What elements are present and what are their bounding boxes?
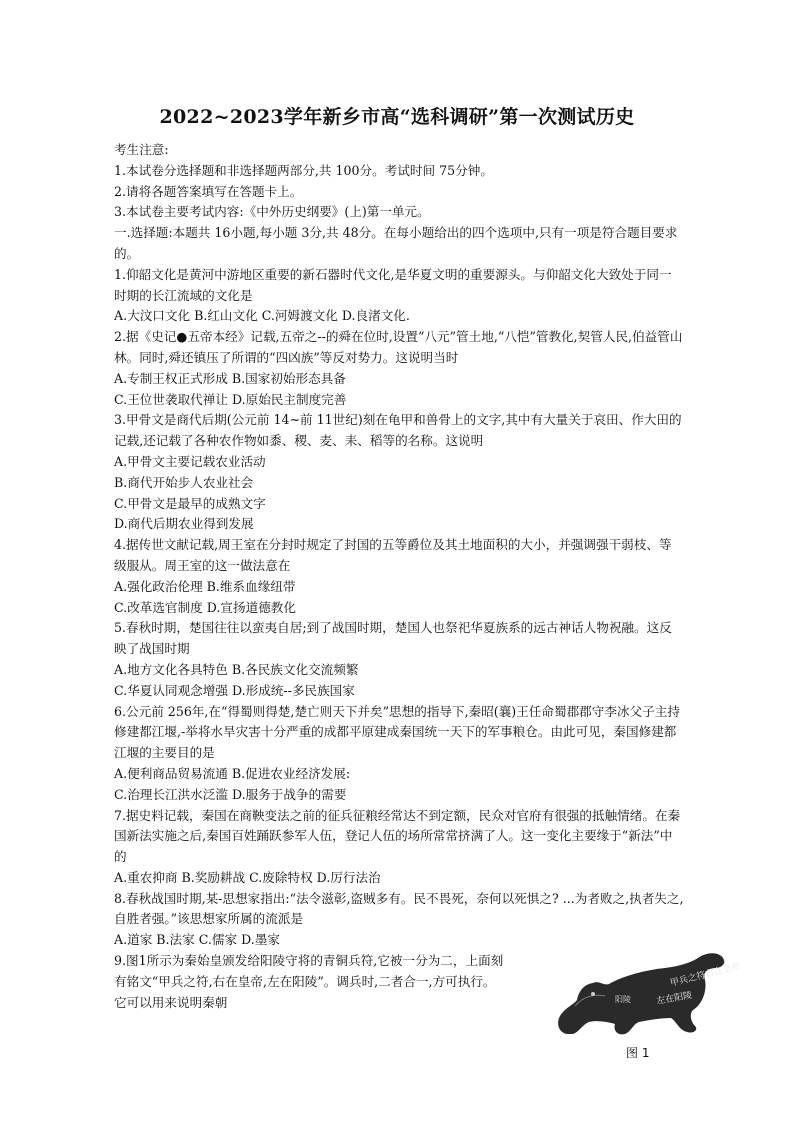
question-stem: 8.春秋战国时期,某-思想家指出:“法令滋彰,盗贼多有。民不畏死，奈何以死惧之? ...为者败之,执者失之,自胜者强。”该思想家所属的流派是 [114,890,684,927]
question-stem: 7.据史料记载，秦国在商鞅变法之前的征兵征粮经常达不到定额，民众对官府有很强的抵触情绪。在秦国新法实施之后,秦国百姓踊跃参军人伍，登记人伍的场所常常挤满了人。这一变化主要缘于“新法”中的 [114,807,681,865]
svg-text:阳陵: 阳陵 [615,995,631,1004]
notice-item: 3.本试卷主要考试内容:《中外历史纲要》(上)第一单元。 [114,204,430,220]
question-stem: 2.据《史记●五帝本经》记载,五帝之--的舜在位时,设置“八元”管土地,“八恺”管教化,契管人民,伯益管山林。同时,舜还镇压了所谓的“四凶族”等反对势力。这说明当时 [114,329,683,365]
question-2 [114,327,684,410]
question-options: C.王位世袭取代禅让 D.原始民主制度完善 [114,391,347,407]
question-options: A.地方文化各具特色 B.各民族文化交流频繁 [114,661,359,677]
question-8 [114,889,684,951]
question-3 [114,410,684,535]
question-options: C.改革选官制度 D.宣扬道德教化 [114,599,296,615]
svg-text:左在阳陵: 左在阳陵 [655,990,693,1007]
question-stem: 4.据传世文献记载,周王室在分封时规定了封国的五等爵位及其土地面积的大小，并强调强干弱枝、等级服从。周王室的这一做法意在 [114,537,672,573]
question-stem-line: 它可以用来说明秦朝 [114,994,228,1010]
question-option: C.甲骨文是最早的成熟文字 [114,495,266,511]
notice-item: 1.本试卷分选择题和非选择题两部分,共 100分。考试时间 75分钟。 [114,162,493,178]
question-options: A.大汶口文化 B.红山文化 C.河姆渡文化 D.良渚文化. [114,308,410,324]
question-options: A.重农抑商 B.奖励耕战 C.废除特权 D.厉行法治 [114,869,381,885]
question-option: A.甲骨文主要记载农业活动 [114,453,266,469]
question-4 [114,535,684,618]
question-stem: 5.春秋时期，楚国往往以蛮夷自居;到了战国时期，楚国人也祭祀华夏族系的远古神话人物祝融。这反映了战国时期 [114,620,672,657]
question-option: D.商代后期农业得到发展 [114,516,254,532]
question-stem: 6.公元前 256年,在“得蜀则得楚,楚亡则天下并矣”思想的指导下,秦昭(襄)王任命蜀郡郡守李冰父子主持修建都江堰,-举将水旱灾害十分严重的成都平原建成秦国统一天下的军事粮仓。由此可见，秦国修建都江堰的主要目的是 [114,703,680,761]
question-stem: 3.甲骨文是商代后期(公元前 14~前 11世纪)刻在龟甲和兽骨上的文字,其中有大量关于哀田、作大田的记载,还记载了各种农作物如黍、稷、麦、耒、稻等的名称。这说明 [114,412,682,449]
question-options: A.道家 B.法家 C.儒家 D.墨家 [114,932,280,948]
question-stem-line: 9.图1所示为秦始皇颁发给阳陵守将的青铜兵符,它被一分为二，上面刻 [114,953,504,969]
svg-text:甲兵之符右在皇帝: 甲兵之符右在皇帝 [669,961,742,989]
notice-heading: 考生注意: [114,142,169,157]
question-options: C.治理长江洪水泛滥 D.服务于战争的需要 [114,786,347,802]
question-options: C.华夏认同观念增强 D.形成统--多民族国家 [114,682,355,698]
question-options: A.专制王权正式形成 B.国家初始形态具备 [114,370,346,386]
question-options: A.强化政治伦理 B.维系血缘纽带 [114,578,296,594]
question-option: B.商代开始步人农业社会 [114,474,254,490]
bronze-tiger-tally-image [553,950,742,1045]
question-stem-line: 有铭文“甲兵之符,右在皇帝,左在阳陵”。调兵时,二者合一,方可执行。 [114,973,496,989]
exam-body [114,140,684,1013]
question-stem: 1.仰韶文化是黄河中游地区重要的新石器时代文化,是华夏文明的重要源头。与仰韶文化大致处于同一时期的长江流域的文化是 [114,266,672,303]
question-5 [114,618,684,701]
question-6 [114,702,684,806]
question-7 [114,806,684,889]
notice-item: 2.请将各题答案填写在答题卡上。 [114,183,303,199]
question-options: A.便利商品贸易流通 B.促进农业经济发展: [114,765,351,781]
section-instructions: 一.选择题:本题共 16小题,每小题 3分,共 48分。在每小题给出的四个选项中,只有一项是符合题目要求的。 [114,225,678,261]
question-1 [114,265,684,327]
figure-caption: 图 1 [626,1046,650,1060]
page-title: 2022~2023学年新乡市高“选科调研”第一次测试历史 [159,106,635,128]
